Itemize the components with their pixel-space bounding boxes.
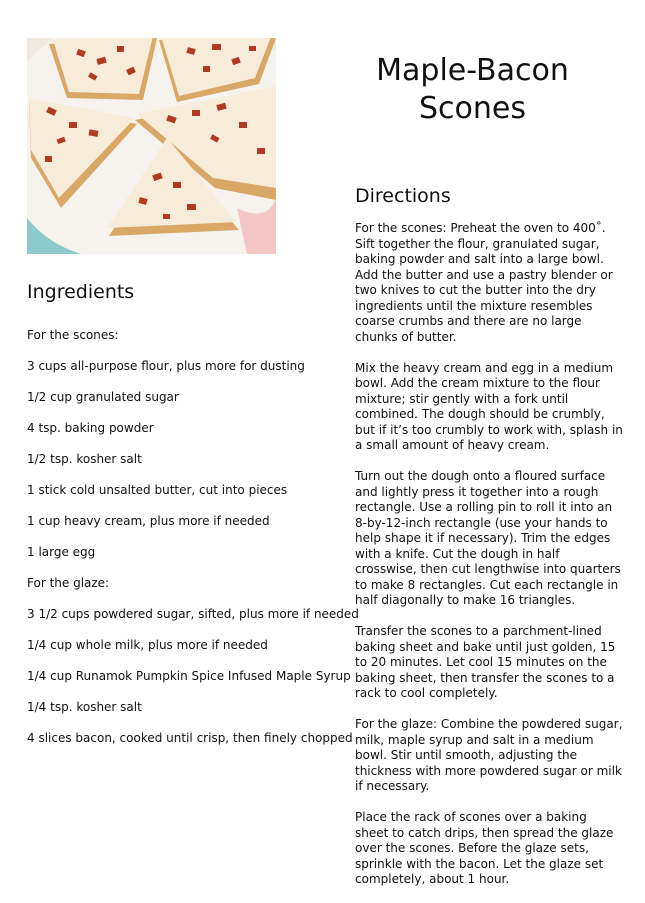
direction-step: For the scones: Preheat the oven to 400˚. Sift together the flour, granulated sugar, baking powder and salt into a large bowl. Add the butter and use a pastry blender or two knives to cut the butter into the dry ingredients until the mixture resembles coarse crumbs and there are no large chunks of butter. <box>355 221 613 344</box>
scones-photo <box>27 38 276 254</box>
ingredient-item: 3 1/2 cups powdered sugar, sifted, plus more if needed <box>27 607 359 621</box>
ingredient-item: 4 tsp. baking powder <box>27 421 154 435</box>
ingredients-heading: Ingredients <box>27 281 135 303</box>
direction-step: Transfer the scones to a parchment-lined baking sheet and bake until just golden, 15 to 20 minutes. Let cool 15 minutes on the baking sheet, then transfer the scones to a rack to cool completely. <box>355 624 616 700</box>
ingredient-item: 1/4 cup whole milk, plus more if needed <box>27 638 268 652</box>
ingredient-item: 1/4 cup Runamok Pumpkin Spice Infused Maple Syrup <box>27 669 351 683</box>
ingredients-list <box>27 327 359 761</box>
ingredient-item: 4 slices bacon, cooked until crisp, then finely chopped <box>27 731 353 745</box>
directions-list <box>355 221 623 903</box>
ingredient-item: For the scones: <box>27 328 119 342</box>
direction-step: Mix the heavy cream and egg in a medium bowl. Add the cream mixture to the flour mixture; stir gently with a fork until combined. The dough should be crumbly, but if it’s too crumbly to work with, splash in a small amount of heavy cream. <box>355 360 623 452</box>
ingredient-item: 1/4 tsp. kosher salt <box>27 700 142 714</box>
ingredient-item: 1 stick cold unsalted butter, cut into pieces <box>27 483 288 497</box>
directions-heading: Directions <box>355 185 451 207</box>
ingredient-item: 1/2 tsp. kosher salt <box>27 452 142 466</box>
ingredient-item: For the glaze: <box>27 576 110 590</box>
direction-step: For the glaze: Combine the powdered sugar, milk, maple syrup and salt in a medium bowl. Stir until smooth, adjusting the thickness with more powdered sugar or milk if necessary. <box>355 717 623 793</box>
ingredient-item: 1 large egg <box>27 545 96 559</box>
recipe-title: Maple-Bacon Scones <box>376 53 569 126</box>
scones-image-illustration <box>27 38 276 254</box>
direction-step: Turn out the dough onto a floured surface and lightly press it together into a rough rectangle. Use a rolling pin to roll it into an 8-by-12-inch rectangle (use your hands to help shape it if necessary). Trim the edges with a knife. Cut the dough in half crosswise, then cut lengthwise into quarters to make 8 rectangles. Cut each rectangle in half diagonally to make 16 triangles. <box>355 469 621 607</box>
ingredient-item: 3 cups all-purpose flour, plus more for dusting <box>27 359 305 373</box>
direction-step: Place the rack of scones over a baking sheet to catch drips, then spread the glaze over the scones. Before the glaze sets, sprinkle with the bacon. Let the glaze set completely, about 1 hour. <box>355 810 614 886</box>
ingredient-item: 1/2 cup granulated sugar <box>27 390 179 404</box>
ingredient-item: 1 cup heavy cream, plus more if needed <box>27 514 270 528</box>
